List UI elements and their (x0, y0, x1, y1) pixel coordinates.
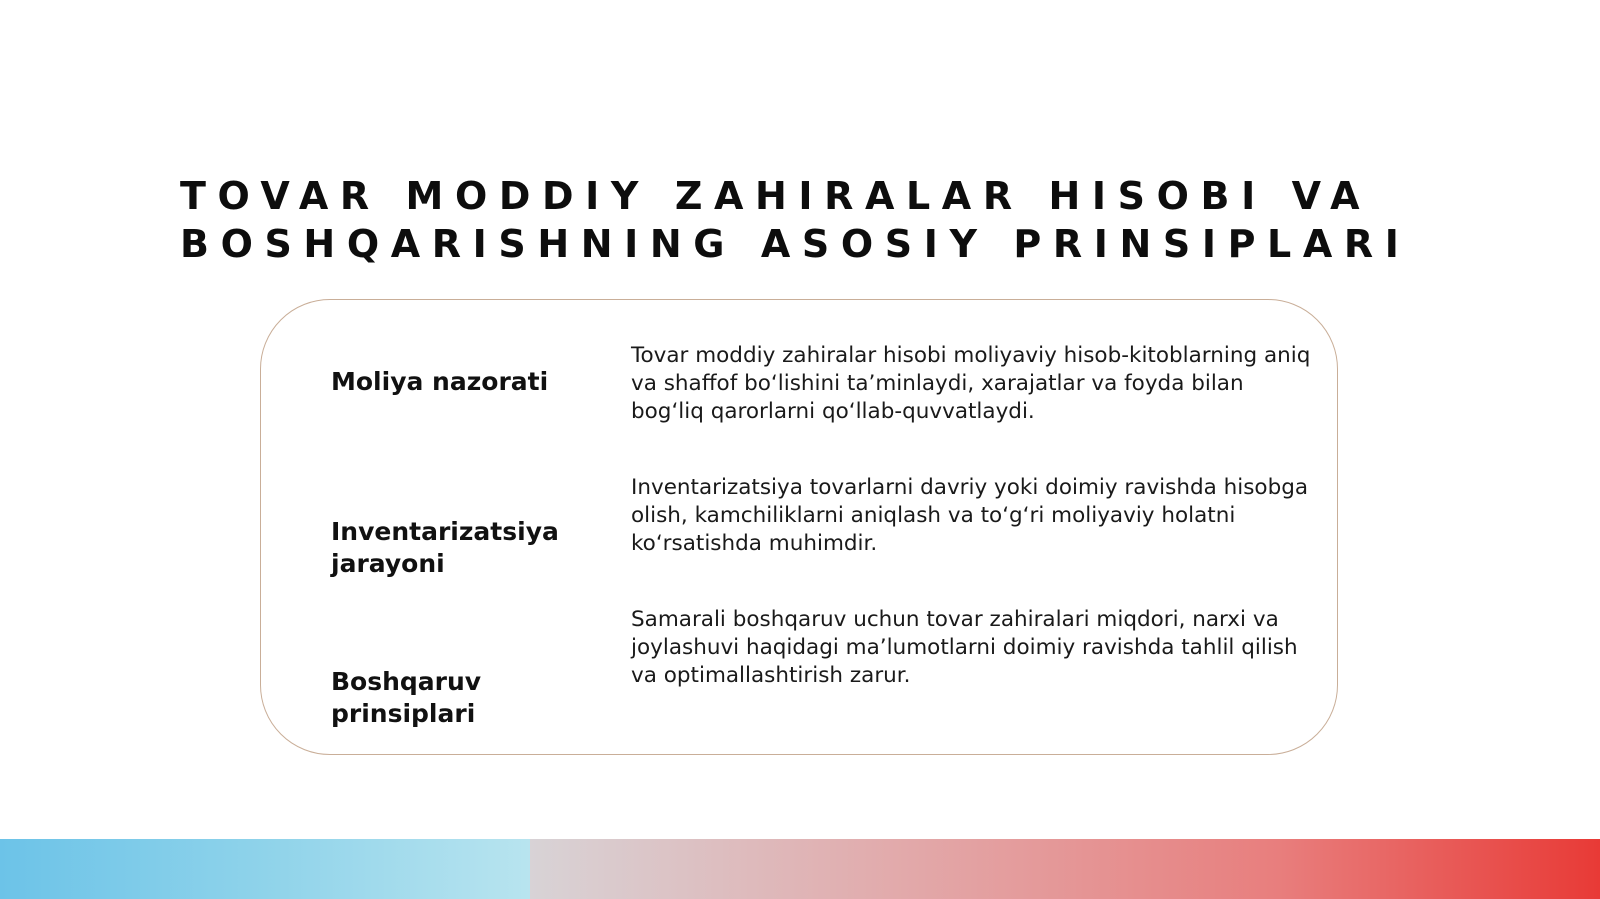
row-description-moliya-nazorati: Tovar moddiy zahiralar hisobi moliyaviy hisob-kitoblarning aniq va shaffof bo‘lishini ta’minlaydi, xarajatlar va foyda bilan bog‘liq qarorlarni qo‘llab-quvvatlaydi. (631, 343, 1311, 424)
row-description-inventarizatsiya: Inventarizatsiya tovarlarni davriy yoki doimiy ravishda hisobga olish, kamchiliklarni aniqlash va to‘g‘ri moliyaviy holatni ko‘rsatishda muhimdir. (631, 475, 1309, 556)
row-label-moliya-nazorati: Moliya nazorati (331, 367, 549, 396)
row-label-inventarizatsiya: Inventarizatsiya jarayoni (331, 517, 559, 578)
gradient-bar-blue-segment (0, 839, 530, 899)
gradient-bar-red-segment (530, 839, 1600, 899)
decorative-gradient-bar (0, 839, 1600, 899)
slide-title-line-1: TOVAR MODDIY ZAHIRALAR HISOBI VA (180, 174, 1372, 218)
row-label-boshqaruv: Boshqaruv prinsiplari (331, 667, 482, 728)
slide-title (180, 172, 1480, 268)
slide-title-line-2: BOSHQARISHNING ASOSIY PRINSIPLARI (180, 222, 1411, 266)
row-description-boshqaruv: Samarali boshqaruv uchun tovar zahiralari miqdori, narxi va joylashuvi haqidagi ma’lumotlarni doimiy ravishda tahlil qilish va optimallashtirish zarur. (631, 607, 1298, 688)
